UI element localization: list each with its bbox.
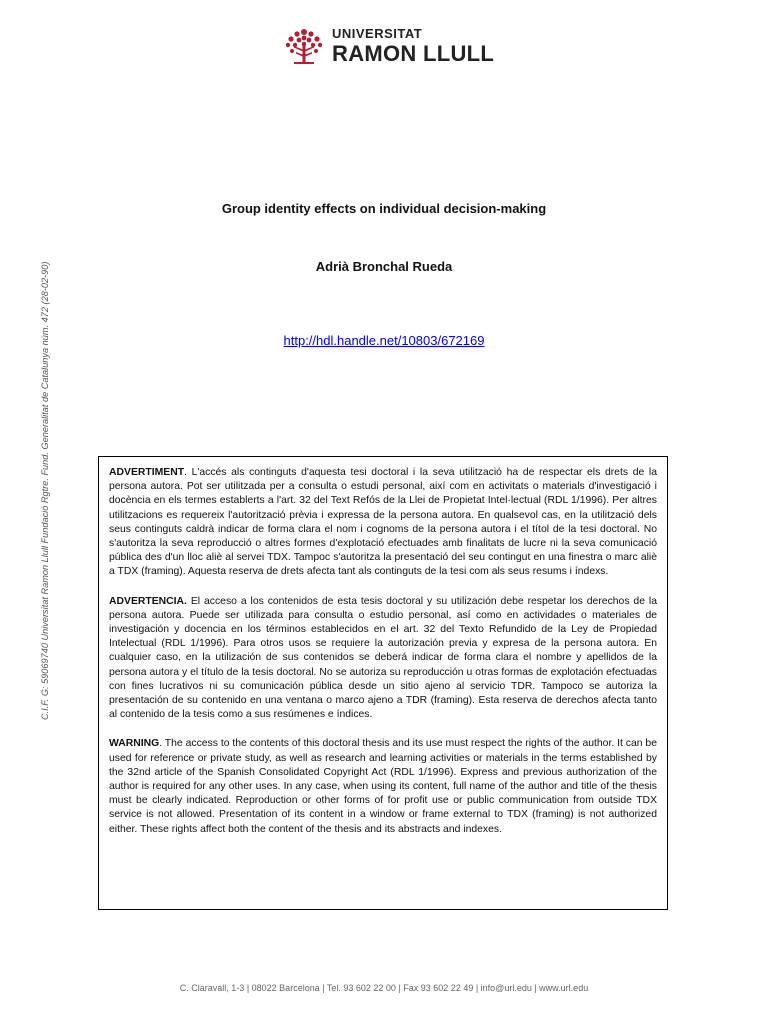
rights-notice-box — [98, 456, 668, 910]
notice-english — [109, 737, 657, 836]
notice-lead: WARNING — [109, 738, 160, 750]
university-logo — [282, 24, 495, 68]
thesis-author: Adrià Bronchal Rueda — [315, 259, 453, 274]
logo-text-ramon-llull: RAMON LLULL — [332, 41, 495, 66]
notice-text: . L'accés als continguts d'aquesta tesi doctoral i la seva utilització ha de respectar els drets de la persona autora. Pot ser utilitzada per a consulta o estudi personal, així com en activitats o materials d'investigació i docència en els termes establerts a l'art. 32 del Text Refós de la Llei de Propietat Intel·lectual (RDL 1/1996). Per altres utilitzacions es requereix l'autorització prèvia i expressa de la persona autora. En qualsevol cas, en la utilització dels seus continguts caldrà indicar de forma clara el nom i cognoms de la persona autora i el títol de la tesi doctoral. No s'autoritza la seva reproducció o altres formes d'explotació efectuades amb finalitats de lucre ni la seva comunicació pública des d'un lloc aliè al servei TDX. Tampoc s'autoritza la presentació del seu contingut en una finestra o marc aliè a TDX (framing). Aquesta reserva de drets afecta tant als continguts de la tesi com als seus resums i índexs. — [109, 467, 657, 578]
footer-contact: C. Claravall, 1-3 | 08022 Barcelona | Tel. 93 602 22 00 | Fax 93 602 22 49 | info@url.edu | www.url.edu — [179, 983, 589, 993]
notice-lead: ADVERTIMENT — [109, 467, 185, 478]
notice-text: El acceso a los contenidos de esta tesis doctoral y su utilización debe respetar los derechos de la persona autora. Puede ser utilizada para consulta o estudio personal, así como en actividades o materiales de investigación y docencia en los términos establecidos en el art. 32 del Texto Refundido de la Ley de Propiedad Intelectual (RDL 1/1996). Para otros usos se requiere la autorización previa y expresa de la persona autora. En cualquier caso, en la utilización de sus contenidos se deberá indicar de forma clara el nombre y apellidos de la persona autora y el título de la tesis doctoral. No se autoriza su reproducción u otras formas de explotación efectuadas con fines lucrativos ni su comunicación pública desde un sitio ajeno al servicio TDR. Tampoco se autoriza la presentación de su contenido en una ventana o marco ajeno a TDR (framing). Esta reserva de derechos afecta tanto al contenido de la tesis como a sus resúmenes e índices. — [109, 595, 657, 721]
notice-lead: ADVERTENCIA. — [109, 595, 187, 607]
handle-link[interactable]: http://hdl.handle.net/10803/672169 — [283, 333, 485, 348]
tree-icon — [282, 24, 326, 68]
side-registration-note: C.I.F. G: 59069740 Universitat Ramon Llull Fundació Rgtre. Fund. Generalitat de Catalunya núm. 472 (28-02-90) — [40, 261, 50, 720]
notice-catalan — [109, 466, 657, 580]
logo-text-universitat: UNIVERSITAT — [332, 26, 423, 41]
thesis-title: Group identity effects on individual decision-making — [221, 201, 547, 216]
notice-spanish — [109, 595, 657, 723]
notice-text: . The access to the contents of this doctoral thesis and its use must respect the rights of the author. It can be used for reference or private study, as well as research and learning activities or materials in the terms established by the 32nd article of the Spanish Consolidated Copyright Act (RDL 1/1996). Express and previous authorization of the author is required for any other uses. In any case, when using its content, full name of the author and title of the thesis must be clearly indicated. Reproduction or other forms of for profit use or public communication from outside TDX service is not allowed. Presentation of its content in a window or frame external to TDX (framing) is not authorized either. These rights affect both the content of the thesis and its abstracts and indexes. — [109, 738, 657, 835]
